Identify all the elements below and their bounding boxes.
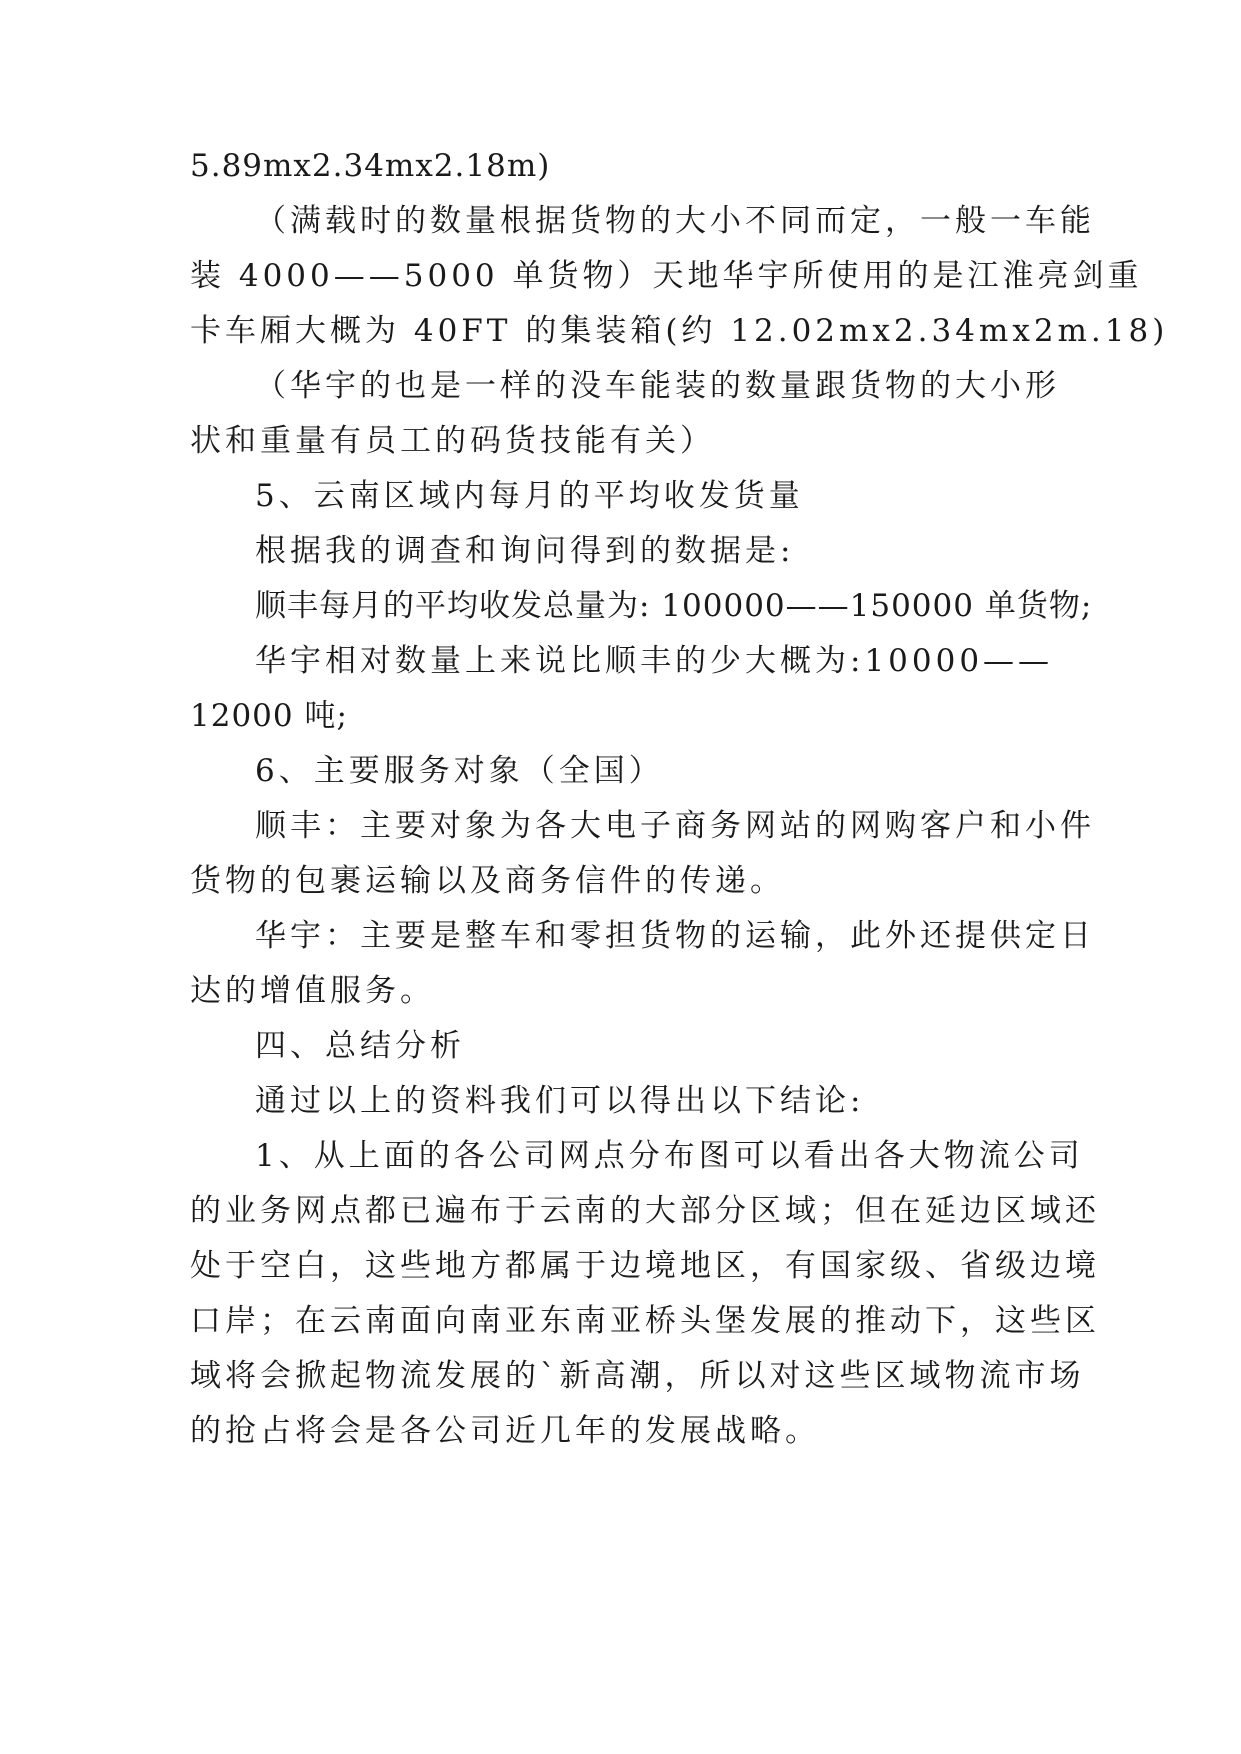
- text-line: 12000 吨;: [190, 698, 348, 734]
- text-line: 装 4000——5000 单货物）天地华宇所使用的是江淮亮剑重: [190, 258, 1143, 294]
- text-line: 顺丰：主要对象为各大电子商务网站的网购客户和小件: [255, 808, 1095, 844]
- text-line: 通过以上的资料我们可以得出以下结论:: [255, 1083, 865, 1119]
- text-line: 5.89mx2.34mx2.18m): [190, 148, 551, 184]
- section-heading: 6、主要服务对象（全国）: [255, 753, 664, 789]
- section-heading: 四、总结分析: [255, 1028, 465, 1064]
- text-line: 域将会掀起物流发展的`新高潮，所以对这些区域物流市场: [190, 1358, 1085, 1394]
- text-line: 根据我的调查和询问得到的数据是:: [255, 533, 795, 569]
- text-line: 的抢占将会是各公司近几年的发展战略。: [190, 1413, 820, 1449]
- text-line: 口岸；在云南面向南亚东南亚桥头堡发展的推动下，这些区: [190, 1303, 1100, 1339]
- text-line: 达的增值服务。: [190, 973, 435, 1009]
- section-heading: 5、云南区域内每月的平均收发货量: [255, 478, 804, 514]
- text-line: 1、从上面的各公司网点分布图可以看出各大物流公司: [255, 1138, 1084, 1174]
- text-line: 状和重量有员工的码货技能有关）: [190, 423, 715, 459]
- text-line: 顺丰每月的平均收发总量为: 100000——150000 单货物;: [255, 588, 1093, 624]
- text-line: 华宇相对数量上来说比顺丰的少大概为:10000——: [255, 643, 1054, 679]
- text-line: 卡车厢大概为 40FT 的集装箱(约 12.02mx2.34mx2m.18): [190, 313, 1169, 349]
- text-line: （华宇的也是一样的没车能装的数量跟货物的大小形: [255, 368, 1060, 404]
- text-line: 处于空白，这些地方都属于边境地区，有国家级、省级边境: [190, 1248, 1100, 1284]
- text-line: 货物的包裹运输以及商务信件的传递。: [190, 863, 785, 899]
- text-line: 的业务网点都已遍布于云南的大部分区域；但在延边区域还: [190, 1193, 1100, 1229]
- text-line: （满载时的数量根据货物的大小不同而定，一般一车能: [255, 203, 1095, 239]
- text-line: 华宇：主要是整车和零担货物的运输，此外还提供定日: [255, 918, 1095, 954]
